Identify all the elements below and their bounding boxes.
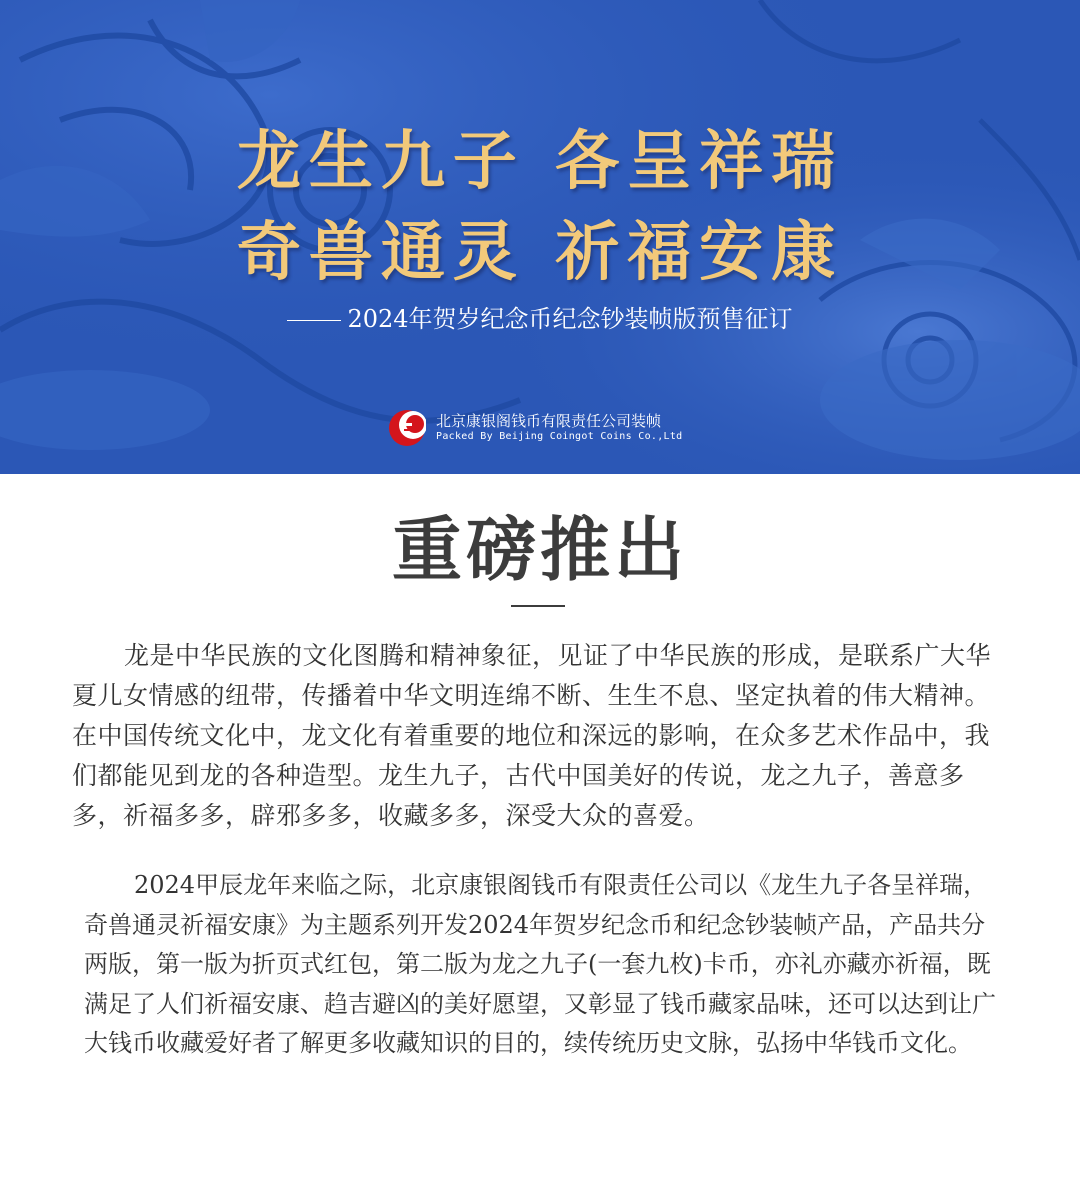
subtitle-text: 2024年贺岁纪念币纪念钞装帧版预售征订 <box>347 305 793 333</box>
section-title: 重磅推出 <box>392 508 688 591</box>
title-divider <box>511 605 565 607</box>
headline-line-2: 奇兽通灵 祈福安康 <box>236 216 844 290</box>
company-logo <box>388 408 683 448</box>
headline-line-1: 龙生九子 各呈祥瑞 <box>236 125 844 199</box>
subtitle-dash <box>287 320 341 321</box>
crescent-moon-logo-icon <box>388 409 426 447</box>
banner-subtitle <box>0 301 1080 337</box>
intro-paragraph: 龙是中华民族的文化图腾和精神象征，见证了中华民族的形成，是联系广大华夏儿女情感的纽带，传播着中华文明连绵不断、生生不息、坚定执着的伟大精神。在中国传统文化中，龙文化有着重要的地位和深远的影响，在众多艺术作品中，我们都能见到龙的各种造型。龙生九子，古代中国美好的传说，龙之九子，善意多多，祈福多多，辟邪多多，收藏多多，深受大众的喜爱。 <box>72 641 992 830</box>
hero-banner <box>0 0 1080 474</box>
company-name-cn: 北京康银阁钱币有限责任公司装帧 <box>436 412 662 430</box>
company-name <box>436 412 683 444</box>
product-paragraph: 2024甲辰龙年来临之际，北京康银阁钱币有限责任公司以《龙生九子各呈祥瑞，奇兽通灵祈福安康》为主题系列开发2024年贺岁纪念币和纪念钞装帧产品，产品共分两版，第一版为折页式红包，第二版为龙之九子(一套九枚)卡币，亦礼亦藏亦祈福，既满足了人们祈福安康、趋吉避凶的美好愿望，又彰显了钱币藏家品味，还可以达到让广大钱币收藏爱好者了解更多收藏知识的目的，续传统历史文脉，弘扬中华钱币文化。 <box>84 871 996 1058</box>
company-name-en: Packed By Beijing Coingot Coins Co.,Ltd <box>436 431 683 442</box>
